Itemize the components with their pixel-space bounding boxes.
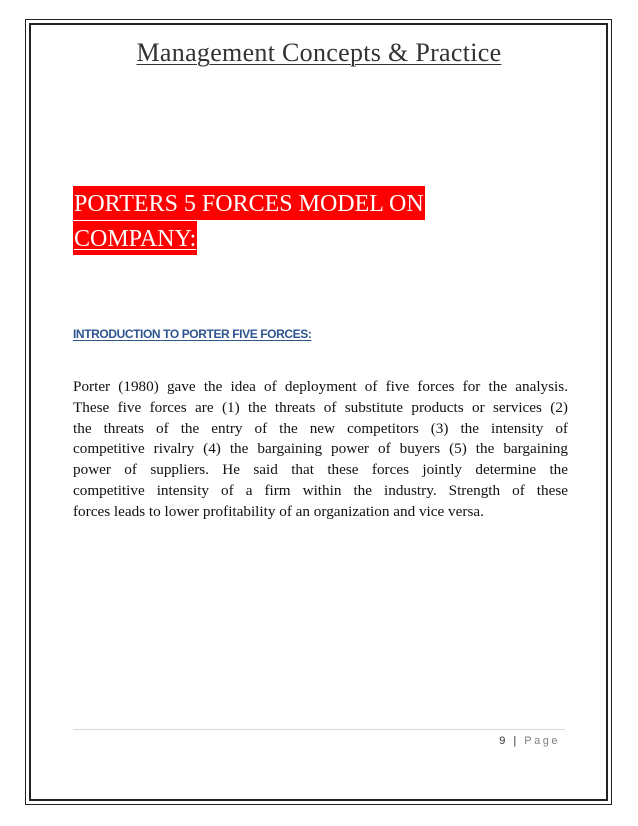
paragraph-line: the threats of the entry of the new competitors (3) the intensity of	[73, 419, 568, 437]
section-heading	[73, 186, 473, 256]
body-paragraph	[73, 377, 568, 523]
page-label: Page	[524, 735, 560, 747]
page-footer	[499, 735, 560, 747]
paragraph-line: forces leads to lower profitability of an organization and vice versa.	[73, 502, 484, 520]
section-heading-line-1: PORTERS 5 FORCES MODEL ON	[73, 186, 425, 220]
section-subheading: INTRODUCTION TO PORTER FIVE FORCES:	[73, 327, 312, 341]
paragraph-line: These five forces are (1) the threats of substitute products or services (2)	[73, 398, 568, 416]
paragraph-line: Porter (1980) gave the idea of deployment of five forces for the analysis.	[73, 378, 568, 395]
footer-divider	[73, 729, 565, 730]
paragraph-line: competitive intensity of a firm within the industry. Strength of these	[73, 481, 568, 499]
page-number: 9	[499, 735, 507, 747]
paragraph-line: power of suppliers. He said that these forces jointly determine the	[73, 461, 568, 479]
footer-separator: |	[513, 735, 518, 747]
header-title: Management Concepts & Practice	[136, 38, 502, 67]
document-header	[0, 38, 638, 68]
paragraph-line: competitive rivalry (4) the bargaining power of buyers (5) the bargaining	[73, 440, 568, 458]
section-heading-line-2: COMPANY:	[73, 221, 197, 255]
